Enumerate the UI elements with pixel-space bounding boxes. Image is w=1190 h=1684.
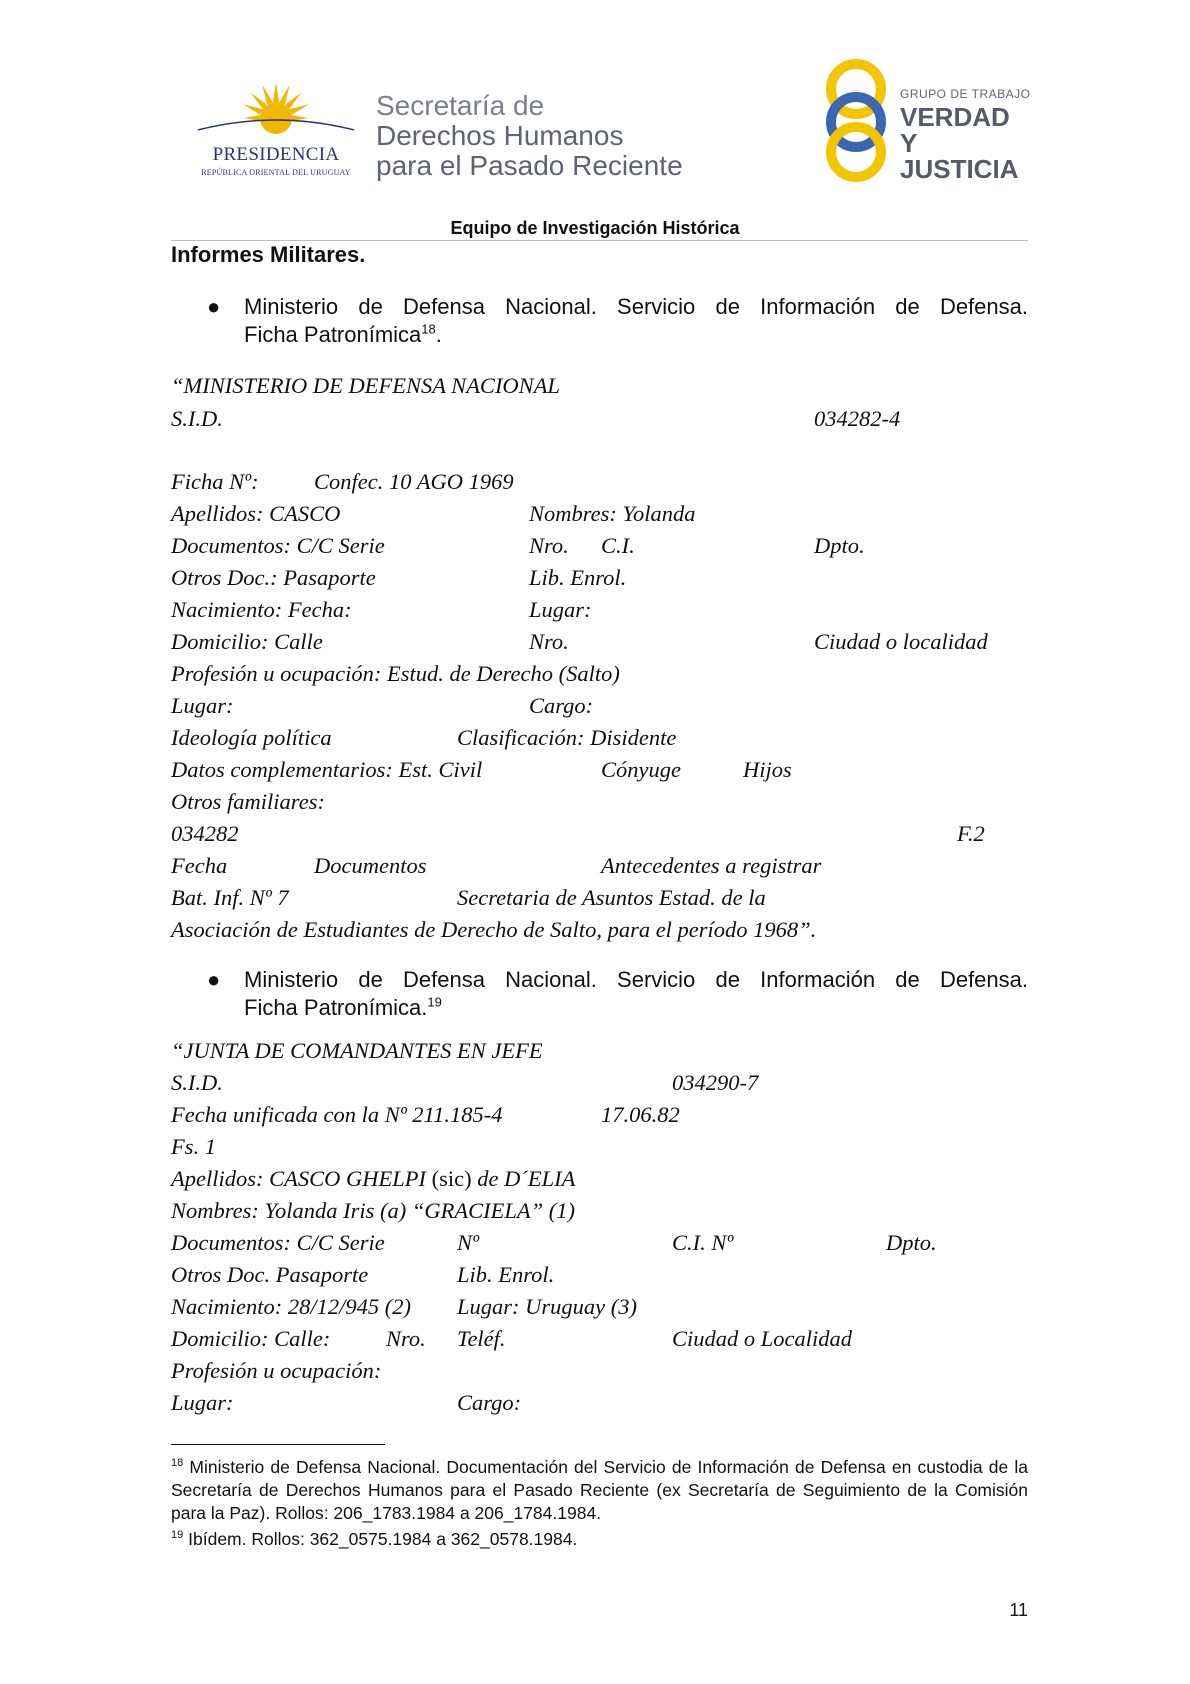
- footnote-ref-18: 18: [421, 321, 436, 337]
- bullet-item-2: [171, 966, 1028, 1022]
- rec2-nro: Nº: [457, 1230, 479, 1255]
- bullet-1-end: .: [435, 322, 442, 347]
- secretaria-line-2: Derechos Humanos: [376, 120, 624, 151]
- rec2-fs: Fs. 1: [171, 1134, 216, 1159]
- rec2-ciudad: Ciudad o Localidad: [672, 1326, 853, 1351]
- page-number: 11: [1009, 1600, 1028, 1620]
- footnote-19-number: 19: [171, 1529, 184, 1542]
- section-title: Informes Militares.: [171, 242, 366, 267]
- rec1-secretaria: Secretaria de Asuntos Estad. de la: [457, 885, 766, 910]
- rec1-ciudad: Ciudad o localidad: [814, 629, 988, 654]
- rec1-cargo: Cargo:: [529, 693, 594, 718]
- rec1-sid-number: 034282-4: [814, 406, 901, 431]
- rec1-profesion: Profesión u ocupación: Estud. de Derecho (Salto): [171, 661, 620, 686]
- rec1-apellidos: Apellidos: CASCO: [171, 501, 341, 526]
- rec1-nacimiento: Nacimiento: Fecha:: [171, 597, 352, 622]
- rec2-nombres: Nombres: Yolanda Iris (a) “GRACIELA” (1): [171, 1198, 575, 1223]
- footnote-18: [171, 1456, 1028, 1525]
- rec2-fecha-value: 17.06.82: [601, 1102, 680, 1127]
- secretaria-line-1: Secretaría de: [376, 90, 545, 121]
- rec1-dpto: Dpto.: [814, 533, 865, 558]
- rec1-conyuge: Cónyuge: [601, 757, 681, 782]
- rec1-ideologia: Ideología política: [171, 725, 332, 750]
- rec1-lugar-2: Lugar:: [171, 693, 234, 718]
- rec1-documentos-header: Documentos: [314, 853, 427, 878]
- rec1-ficha-value: Confec. 10 AGO 1969: [314, 469, 514, 494]
- interlinked-rings-icon: [822, 56, 896, 182]
- rec2-lugar: Lugar: Uruguay (3): [457, 1294, 637, 1319]
- rec2-otros-doc: Otros Doc. Pasaporte: [171, 1262, 369, 1287]
- footnote-18-number: 18: [171, 1457, 184, 1470]
- rec2-nacimiento: Nacimiento: 28/12/945 (2): [171, 1294, 411, 1319]
- rec2-dpto: Dpto.: [886, 1230, 937, 1255]
- rec1-antecedentes-header: Antecedentes a registrar: [601, 853, 822, 878]
- team-header: Equipo de Investigación Histórica: [450, 218, 740, 238]
- footnote-divider: [171, 1444, 385, 1445]
- rec1-nombres: Nombres: Yolanda: [529, 501, 696, 526]
- rec2-cargo: Cargo:: [457, 1390, 522, 1415]
- rec1-asociacion: Asociación de Estudiantes de Derecho de Salto, para el período 1968”.: [171, 917, 817, 942]
- presidencia-sublabel: REPÚBLICA ORIENTAL DEL URUGUAY: [201, 168, 351, 177]
- gt-line-2: VERDAD Y: [900, 102, 1010, 158]
- footnote-19: [171, 1528, 1028, 1551]
- footnote-18-text: Ministerio de Defensa Nacional. Documentación del Servicio de Información de Defensa en custodia de la Secretaría de Derechos Humanos para el Pasado Reciente (ex Secretaría de Seguimiento de la Comisión para la Paz). Rollos: 206_1783.1984 a 206_1784.1984.: [171, 1457, 1028, 1523]
- rec1-sid: S.I.D.: [171, 406, 223, 431]
- rec1-title: “MINISTERIO DE DEFENSA NACIONAL: [171, 373, 560, 398]
- rec1-bat-inf: Bat. Inf. Nº 7: [171, 885, 289, 910]
- bullet-dot-icon: ●: [207, 294, 221, 319]
- rec2-sid: S.I.D.: [171, 1070, 223, 1095]
- rec1-fecha-header: Fecha: [171, 853, 228, 878]
- bullet-dot-icon: ●: [207, 967, 221, 992]
- rec2-lugar-2: Lugar:: [171, 1390, 234, 1415]
- bullet-2-line-1: Ministerio de Defensa Nacional. Servicio de Información de Defensa.: [244, 967, 1028, 992]
- gt-line-3: JUSTICIA: [900, 154, 1019, 184]
- rec1-otros-familiares: Otros familiares:: [171, 789, 325, 814]
- rec2-apellidos-c: de D´ELIA: [477, 1166, 576, 1191]
- rec1-otros-doc: Otros Doc.: Pasaporte: [171, 565, 376, 590]
- header-divider: [171, 240, 1028, 241]
- rec1-datos-complementarios: Datos complementarios: Est. Civil: [171, 757, 483, 782]
- rec2-fecha-unificada: Fecha unificada con la Nº 211.185-4: [171, 1102, 503, 1127]
- rec2-telef: Teléf.: [457, 1326, 506, 1351]
- rec1-ci: C.I.: [601, 533, 635, 558]
- presidencia-label: PRESIDENCIA: [212, 144, 340, 165]
- rec1-documentos: Documentos: C/C Serie: [171, 533, 385, 558]
- rec1-hijos: Hijos: [743, 757, 792, 782]
- rec2-apellidos: [171, 1168, 575, 1191]
- rec1-lib-enrol: Lib. Enrol.: [529, 565, 627, 590]
- presidencia-logo: [196, 80, 356, 180]
- secretaria-logo-text: [376, 92, 683, 180]
- rec1-nro: Nro.: [529, 533, 569, 558]
- rec2-profesion: Profesión u ocupación:: [171, 1358, 382, 1383]
- rec2-ci: C.I. Nº: [672, 1230, 734, 1255]
- gt-line-1: GRUPO DE TRABAJO: [900, 87, 1031, 101]
- rec1-folio: F.2: [957, 821, 985, 846]
- rec2-domicilio-nro: Nro.: [386, 1326, 426, 1351]
- secretaria-line-3: para el Pasado Reciente: [376, 150, 683, 181]
- rec1-ficha-label: Ficha Nº:: [171, 469, 259, 494]
- rec2-title: “JUNTA DE COMANDANTES EN JEFE: [171, 1038, 543, 1063]
- rec1-domicilio-nro: Nro.: [529, 629, 569, 654]
- rec2-domicilio: Domicilio: Calle:: [171, 1326, 331, 1351]
- bullet-1-line-2: Ficha Patronímica: [244, 322, 422, 347]
- rec1-domicilio: Domicilio: Calle: [171, 629, 323, 654]
- rec2-apellidos-a: Apellidos: CASCO GHELPI: [171, 1166, 426, 1191]
- bullet-item-1: [171, 293, 1028, 349]
- bullet-2-line-2: Ficha Patronímica.: [244, 995, 428, 1020]
- footnote-19-text: Ibídem. Rollos: 362_0575.1984 a 362_0578.1984.: [188, 1529, 578, 1549]
- grupo-trabajo-logo: [822, 56, 1032, 182]
- footnote-ref-19: 19: [427, 994, 442, 1010]
- rec2-apellidos-sic: (sic): [431, 1166, 472, 1191]
- rec1-clasificacion: Clasificación: Disidente: [457, 725, 677, 750]
- rec2-sid-number: 034290-7: [672, 1070, 759, 1095]
- rec2-lib-enrol: Lib. Enrol.: [457, 1262, 555, 1287]
- rec1-number: 034282: [171, 821, 239, 846]
- rec1-lugar: Lugar:: [529, 597, 592, 622]
- bullet-1-line-1: Ministerio de Defensa Nacional. Servicio de Información de Defensa.: [244, 294, 1028, 319]
- rec2-documentos: Documentos: C/C Serie: [171, 1230, 385, 1255]
- sun-emblem-icon: [196, 80, 356, 146]
